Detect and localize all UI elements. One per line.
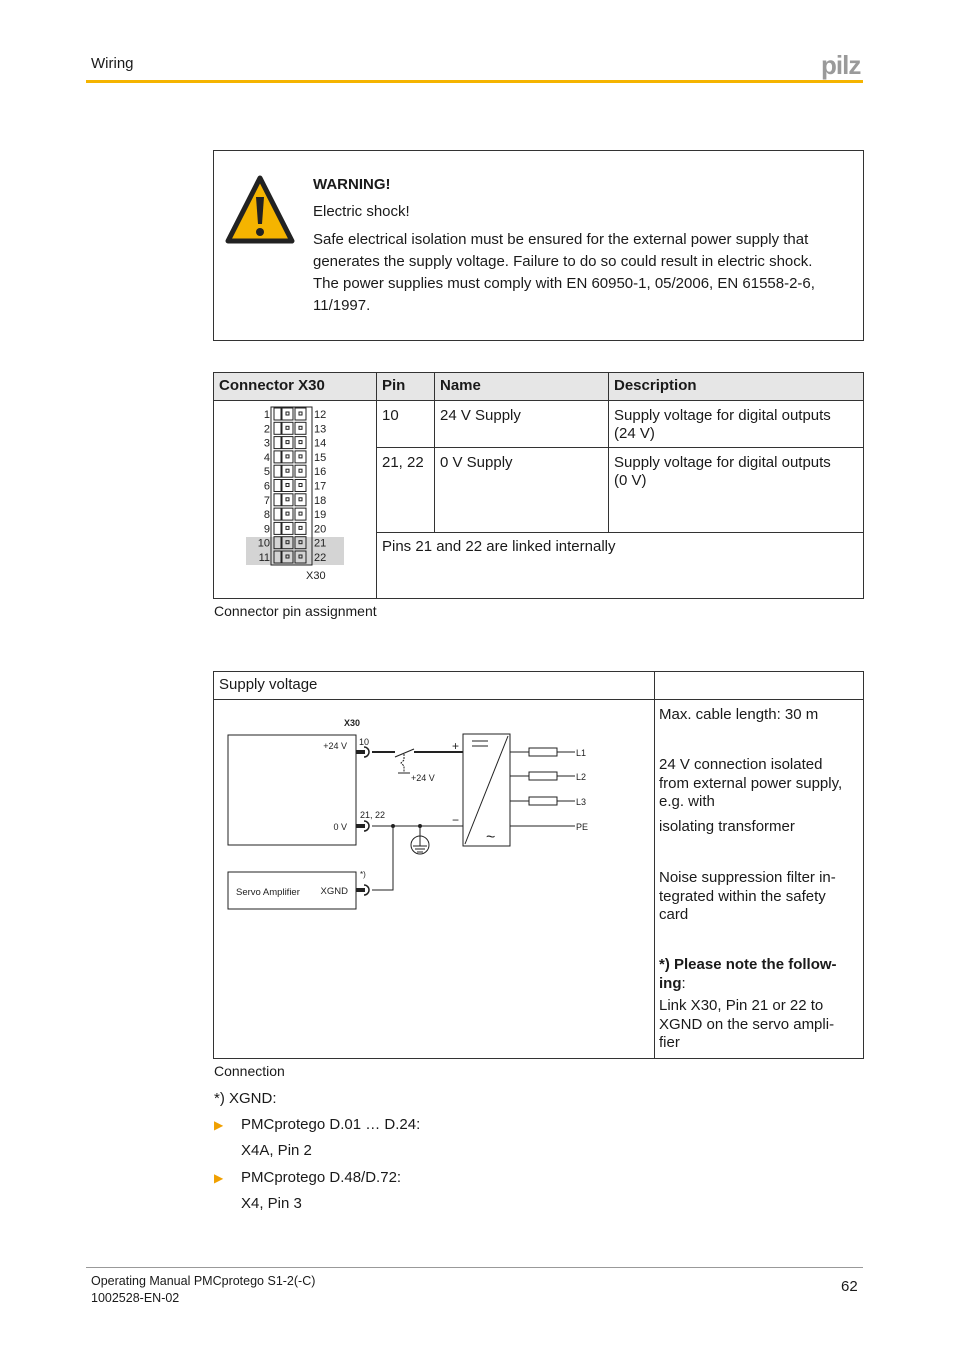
xgnd-item: PMCprotego D.01 … D.24: [241, 1116, 421, 1133]
pin-number: 15 [314, 451, 327, 464]
l2-label: L2 [576, 772, 587, 782]
note-line: 24 V connection isolated [659, 756, 823, 773]
connection-caption: Connection [214, 1063, 285, 1079]
pin-number: 1 [263, 409, 270, 421]
pin-contact [286, 426, 289, 429]
x30-label: X30 [344, 718, 361, 728]
connector-caption: Connector pin assignment [214, 603, 377, 619]
warning-subtitle: Electric shock! [313, 203, 410, 220]
pin-slot [282, 437, 293, 449]
name-cell: 24 V Supply [435, 401, 609, 448]
pin-slot [274, 437, 281, 449]
warning-title: WARNING! [313, 176, 391, 193]
pin-contact [286, 484, 289, 487]
supply-header: Supply voltage [214, 672, 655, 700]
warning-line: generates the supply voltage. Failure to do so could result in electric shock. [313, 253, 813, 270]
description-line: (0 V) [614, 472, 647, 489]
pin-slot [274, 494, 281, 506]
pin-slot [274, 422, 281, 434]
pin-slot [295, 451, 306, 463]
note-cable-length: Max. cable length: 30 m [659, 706, 819, 723]
pin-slot [274, 465, 281, 477]
warning-line: Safe electrical isolation must be ensured for the external power supply that [313, 231, 809, 248]
pin-contact [299, 441, 302, 444]
note-noise [659, 869, 836, 925]
bullet-icon: ▶ [214, 1118, 224, 1132]
plus-sign: + [452, 739, 460, 753]
pin-contact [286, 498, 289, 501]
connector-diagram-cell [214, 401, 377, 599]
pin-cell: 21, 22 [377, 448, 435, 533]
footer-text [91, 1273, 315, 1307]
description-cell [609, 448, 864, 533]
pin-slot [295, 422, 306, 434]
pin-number: 9 [263, 523, 270, 536]
warning-line: The power supplies must comply with EN 60950-1, 05/2006, EN 61558-2-6, [313, 275, 815, 292]
col-header-name: Name [435, 373, 609, 401]
pin-contact [299, 412, 302, 415]
page-number: 62 [841, 1278, 858, 1295]
minus-sign: − [452, 813, 460, 827]
pin-number: 17 [314, 480, 327, 493]
footnote-mark: *) [360, 870, 366, 879]
pin-number: 8 [263, 509, 270, 522]
pin-contact [299, 426, 302, 429]
note-line: e.g. with [659, 793, 715, 810]
pin-contact [299, 469, 302, 472]
pin-slot [274, 480, 281, 492]
pe-label: PE [576, 822, 589, 832]
pin-slot [295, 480, 306, 492]
xgnd-item-detail: X4A, Pin 2 [241, 1142, 312, 1159]
pin-contact [286, 526, 289, 529]
col-header-description: Description [609, 373, 864, 401]
note-line: ing [659, 974, 682, 992]
pin-slot [282, 451, 293, 463]
pin-slot [274, 508, 281, 520]
note-line: Noise suppression filter in- [659, 869, 836, 886]
pin-contact [299, 484, 302, 487]
bullet-icon: ▶ [214, 1171, 224, 1185]
plus24-label: +24 V [323, 741, 347, 751]
pin-slot [295, 522, 306, 534]
connector-label: X30 [306, 570, 326, 582]
pin-slot [282, 480, 293, 492]
pin-contact [299, 526, 302, 529]
note-cell: Pins 21 and 22 are linked internally [377, 533, 864, 599]
pin-slot [295, 408, 306, 420]
warning-box [213, 150, 864, 341]
connector-pin-icon [356, 888, 365, 892]
pin-contact [286, 441, 289, 444]
pin2122-label: 21, 22 [360, 810, 386, 820]
pin-number: 4 [263, 451, 270, 464]
note-line: XGND on the servo ampli- [659, 1015, 835, 1033]
pin-contact [299, 512, 302, 515]
pin-slot [282, 465, 293, 477]
note-line: card [659, 906, 689, 923]
pin10-label: 10 [359, 737, 370, 747]
servo-label: Servo Amplifier [236, 887, 300, 898]
pin-slot [295, 437, 306, 449]
pin-number: 2 [263, 423, 270, 436]
connector-pin-icon [356, 824, 365, 828]
connector-pin-icon [356, 750, 365, 754]
pin-contact [286, 412, 289, 415]
pin-slot [274, 408, 281, 420]
switch-label: +24 V [411, 773, 435, 783]
note-line: tegrated within the safety [659, 887, 826, 905]
pin-cell: 10 [377, 401, 435, 448]
note-please [659, 956, 837, 1053]
pin-contact [299, 498, 302, 501]
document-number: 1002528-EN-02 [91, 1291, 180, 1305]
zero-v-label: 0 V [333, 822, 347, 832]
pin-number: 6 [263, 480, 270, 493]
note-line: Link X30, Pin 21 or 22 to [659, 997, 824, 1014]
supply-header-empty [655, 672, 864, 700]
warning-line: 11/1997. [313, 297, 371, 314]
manual-title: Operating Manual PMCprotego S1-2(-C) [91, 1274, 316, 1288]
pin-slot [282, 422, 293, 434]
pin-number: 7 [263, 494, 270, 507]
l1-label: L1 [576, 748, 587, 758]
footer-rule [86, 1267, 863, 1268]
pin-slot [282, 508, 293, 520]
pin-slot [274, 451, 281, 463]
col-header-connector: Connector X30 [214, 373, 377, 401]
pin-slot [282, 522, 293, 534]
l3-label: L3 [576, 797, 587, 807]
wiring-diagram [214, 700, 654, 930]
pin-number: 22 [314, 552, 327, 564]
description-line: (24 V) [614, 425, 655, 442]
pin-slot [282, 494, 293, 506]
pilz-logo: pilz [821, 50, 861, 80]
pin-number: 14 [314, 437, 327, 450]
pin-contact [299, 455, 302, 458]
pin-number: 19 [314, 509, 327, 522]
section-title: Wiring [91, 55, 134, 72]
pin-number: 20 [314, 523, 327, 536]
pin-number: 18 [314, 494, 327, 507]
pin-number: 3 [263, 437, 270, 450]
pin-number: 21 [314, 537, 327, 550]
description-line: Supply voltage for digital outputs [614, 454, 831, 471]
pin-number: 10 [257, 537, 270, 550]
xgnd-title: *) XGND: [214, 1090, 277, 1107]
note-line: *) Please note the follow- [659, 956, 837, 973]
ac-symbol: ~ [486, 829, 496, 846]
pin-number: 12 [314, 409, 327, 421]
note-line: isolating transformer [659, 817, 795, 835]
xgnd-label: XGND [320, 886, 348, 897]
connector-table [213, 372, 864, 599]
pin-slot [274, 522, 281, 534]
connector-x30-diagram [214, 401, 364, 586]
pin-contact [286, 455, 289, 458]
note-isolation [659, 756, 842, 836]
description-cell [609, 401, 864, 448]
description-line: Supply voltage for digital outputs [614, 407, 831, 424]
pin-slot [295, 465, 306, 477]
pin-contact [286, 512, 289, 515]
fuse-icon [529, 772, 557, 780]
note-line: fier [659, 1034, 680, 1051]
name-cell: 0 V Supply [435, 448, 609, 533]
pin-number: 11 [258, 552, 270, 564]
pin-number: 16 [314, 466, 327, 479]
header-rule [86, 80, 863, 83]
fuse-icon [529, 797, 557, 805]
pin-contact [286, 469, 289, 472]
warning-text [313, 229, 815, 317]
pin-number: 13 [314, 423, 327, 436]
col-header-pin: Pin [377, 373, 435, 401]
pin-slot [295, 494, 306, 506]
pin-slot [282, 408, 293, 420]
supply-notes-cell [655, 700, 864, 1059]
pin-slot [295, 508, 306, 520]
pin-number: 5 [263, 466, 270, 479]
warning-triangle-icon [225, 175, 295, 245]
fuse-icon [529, 748, 557, 756]
note-line: from external power supply, [659, 774, 843, 792]
note-colon: : [681, 974, 686, 992]
xgnd-item: PMCprotego D.48/D.72: [241, 1169, 402, 1186]
xgnd-item-detail: X4, Pin 3 [241, 1195, 302, 1212]
